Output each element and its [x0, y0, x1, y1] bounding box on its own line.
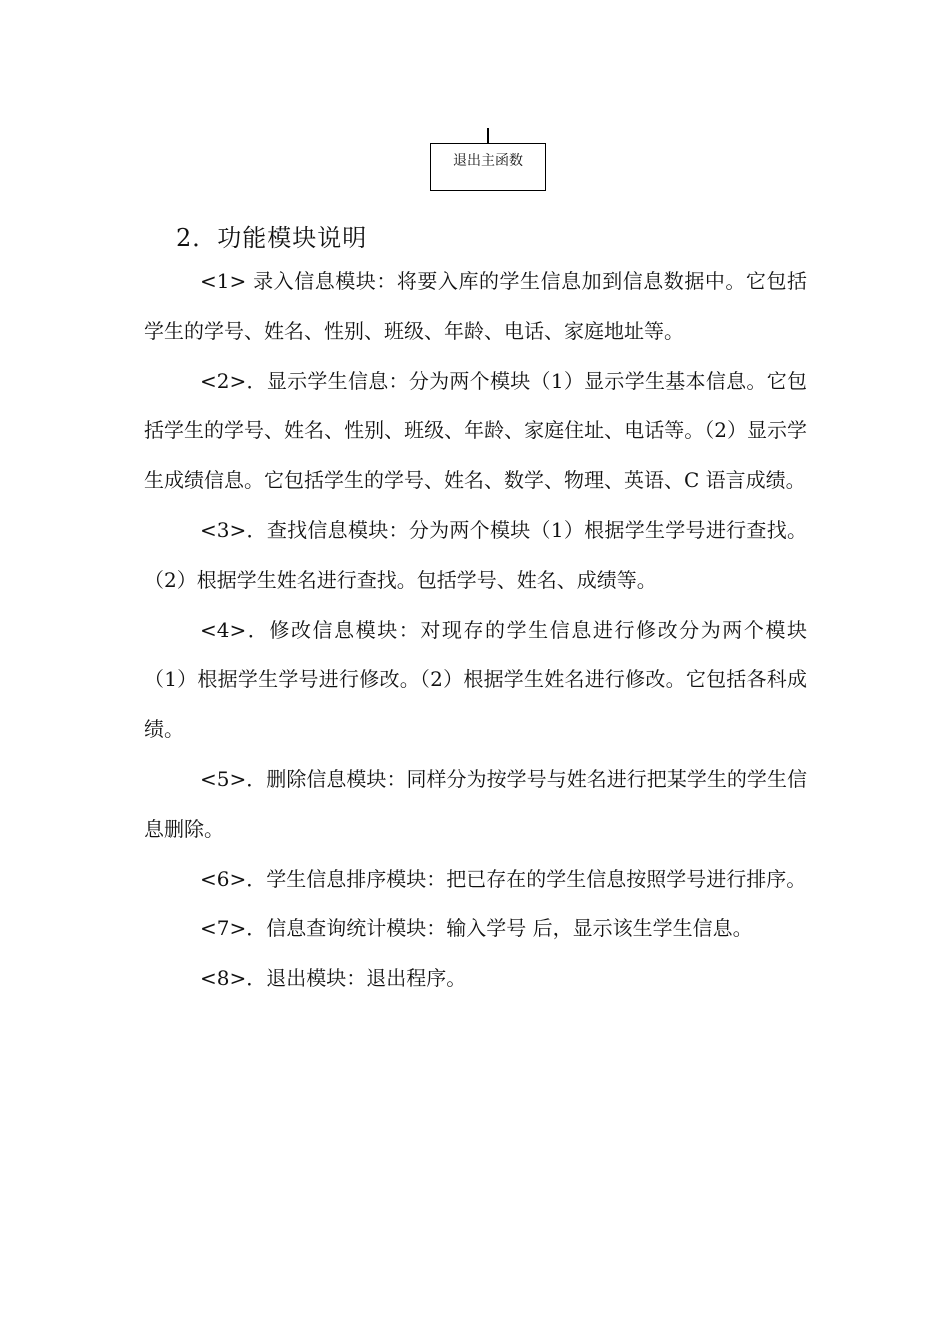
paragraph-search-module: <3>．查找信息模块：分为两个模块（1）根据学生学号进行查找。（2）根据学生姓名进行查找。包括学号、姓名、成绩等。 [144, 517, 807, 592]
flow-connector-line [487, 128, 489, 144]
paragraph-input-module: <1> 录入信息模块：将要入库的学生信息加到信息数据中。它包括学生的学号、姓名、性别、班级、年龄、电话、家庭地址等。 [144, 269, 807, 343]
module-descriptions [144, 257, 807, 1004]
paragraph-modify-module: <4>．修改信息模块：对现存的学生信息进行修改分为两个模块（1）根据学生学号进行修改。（2）根据学生姓名进行修改。它包括各科成绩。 [144, 617, 807, 742]
paragraph-delete-module: <5>．删除信息模块：同样分为按学号与姓名进行把某学生的学生信息删除。 [144, 766, 807, 841]
paragraph-sort-module: <6>．学生信息排序模块：把已存在的学生信息按照学号进行排序。 [200, 866, 807, 891]
paragraph-display-module: <2>．显示学生信息：分为两个模块（1）显示学生基本信息。它包括学生的学号、姓名、性别、班级、年龄、家庭住址、电话等。（2）显示学生成绩信息。它包括学生的学号、姓名、数学、物理、英语、C 语言成绩。 [144, 368, 807, 493]
paragraph-query-module: <7>．信息查询统计模块：输入学号 后，显示该生学生信息。 [200, 916, 753, 941]
section-heading: 2．功能模块说明 [176, 224, 368, 252]
exit-box-label: 退出主函数 [453, 153, 523, 169]
exit-main-function-box [430, 143, 546, 191]
paragraph-exit-module: <8>．退出模块：退出程序。 [200, 966, 467, 991]
